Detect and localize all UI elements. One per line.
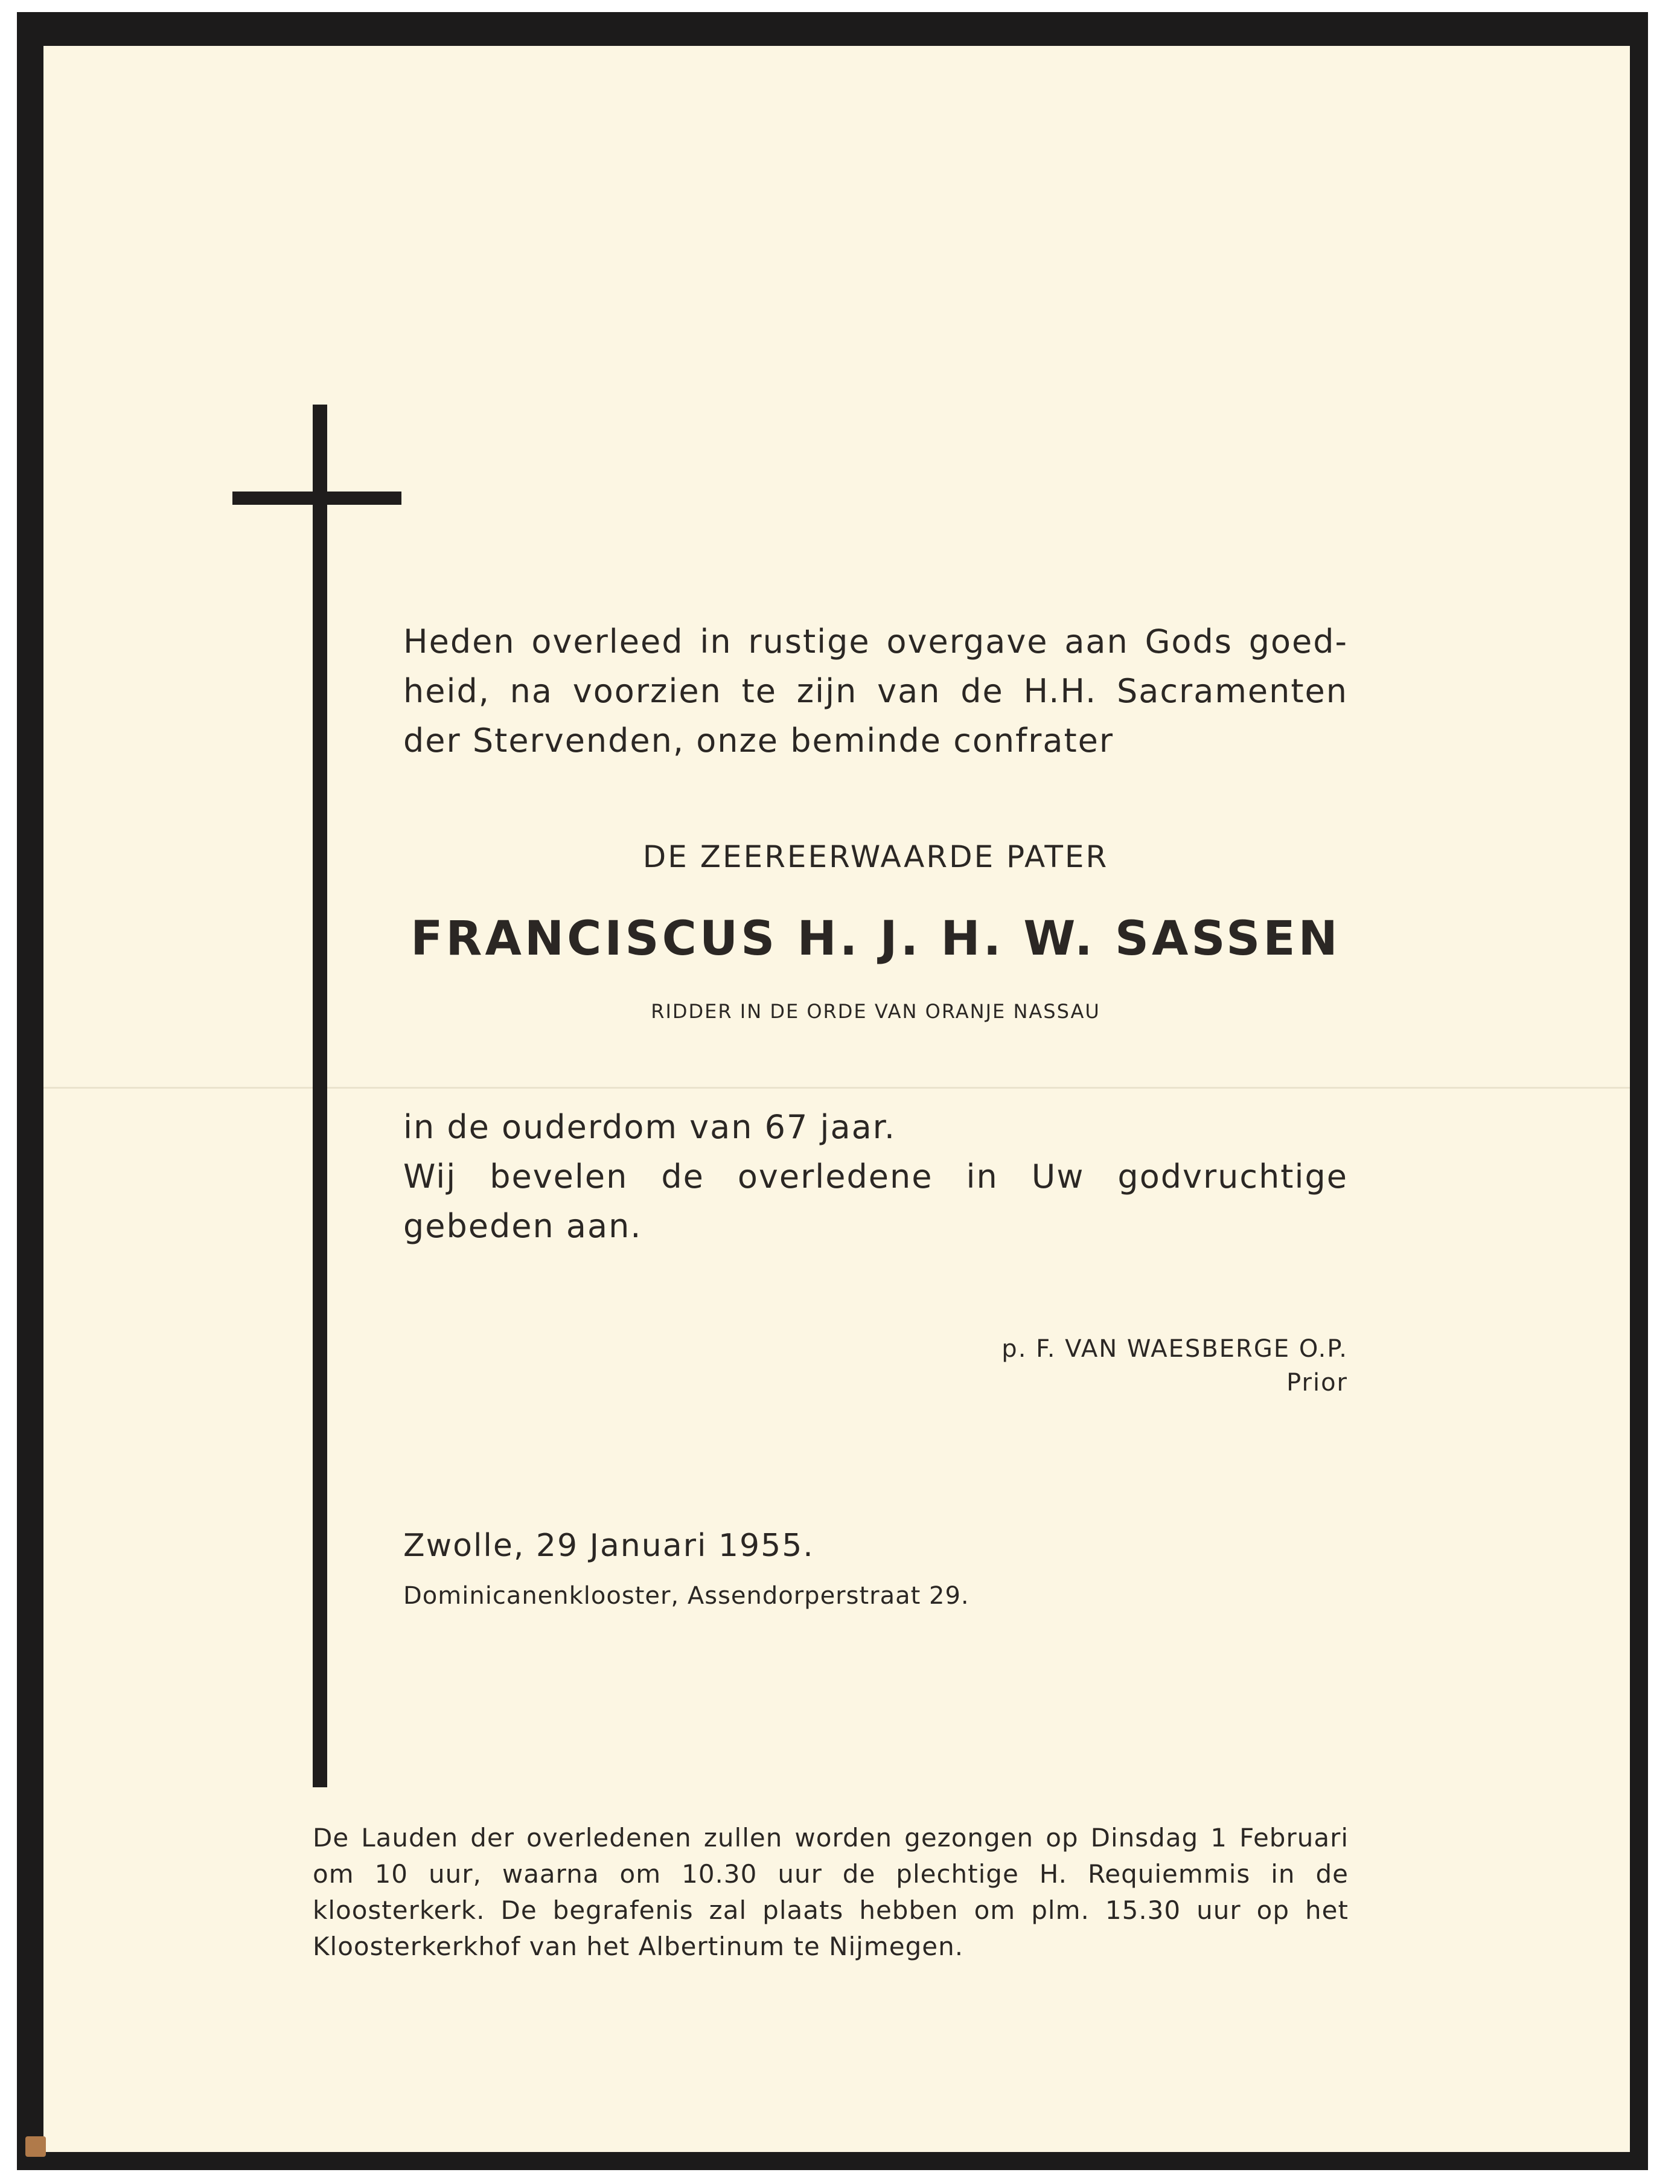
funeral-details: De Lauden der overledenen zullen worden gezongen op Dinsdag 1 Februari om 10 uur, waarna om 10.30 uur de plechtige H. Requiemmis in de kloosterkerk. De begrafenis zal plaats hebben om plm. 15.30 uur op het Kloosterkerkhof van het Albertinum te Nijmegen. (313, 1823, 1349, 1961)
intro-paragraph: Heden overleed in rustige overgave aan Gods goed-heid, na voorzien te zijn van de H.H. Sacramenten der Stervenden, onze beminde confrater (403, 623, 1348, 760)
signer-role: Prior (1286, 1369, 1348, 1397)
signer-name: p. F. VAN WAESBERGE O.P. (1001, 1335, 1348, 1363)
corner-stamp-icon (25, 2136, 46, 2157)
deceased-title: DE ZEEREERWAARDE PATER (642, 839, 1109, 874)
deceased-honor: RIDDER IN DE ORDE VAN ORANJE NASSAU (651, 1000, 1100, 1023)
cross-icon-vertical (313, 405, 327, 1787)
address-line: Dominicanenklooster, Assendorperstraat 29. (403, 1582, 969, 1610)
prayer-paragraph: Wij bevelen de overledene in Uw godvruchtige gebeden aan. (403, 1158, 1348, 1245)
cross-icon-horizontal (232, 492, 401, 505)
deceased-name: FRANCISCUS H. J. H. W. SASSEN (410, 912, 1341, 966)
place-date: Zwolle, 29 Januari 1955. (403, 1528, 814, 1564)
fold-line (43, 1087, 1630, 1089)
age-line: in de ouderdom van 67 jaar. (403, 1108, 896, 1146)
signature-block (403, 1332, 1348, 1400)
